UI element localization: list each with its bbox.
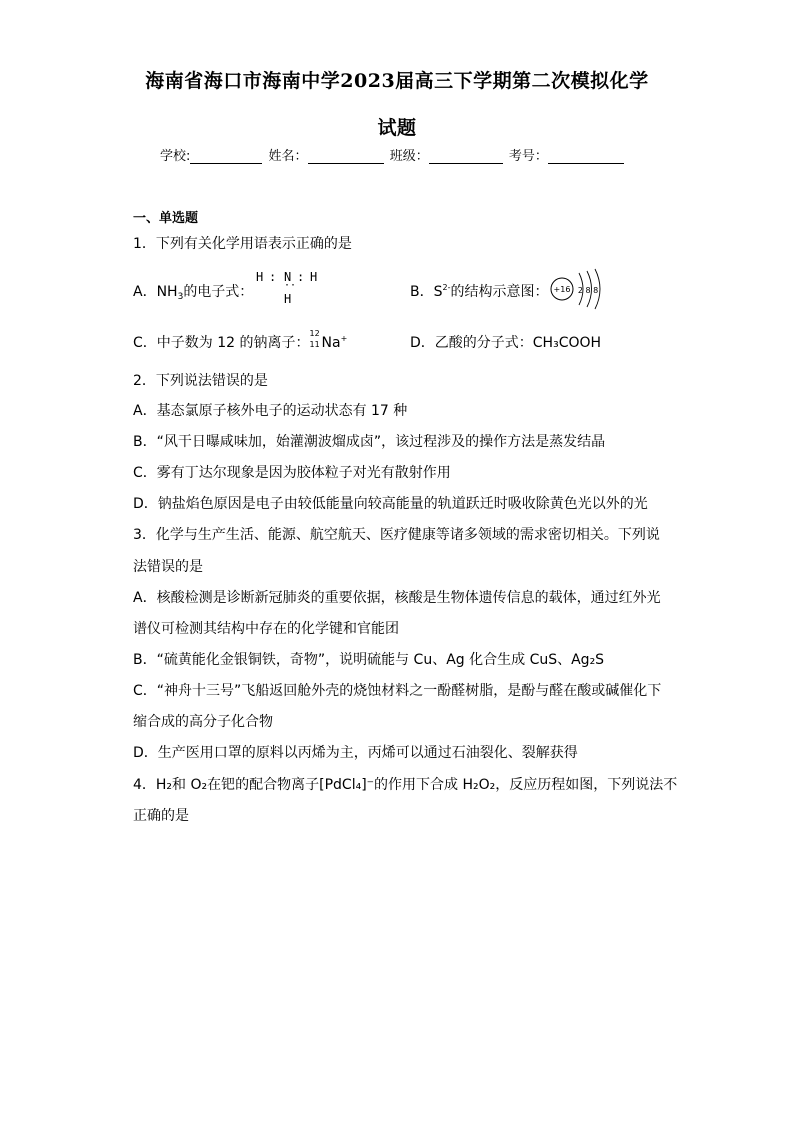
school-blank: [190, 149, 262, 164]
number-blank: [548, 149, 624, 164]
q1-option-c: C．中子数为 12 的钠离子： 12 11 Na+: [133, 329, 348, 351]
number-label: 考号：: [508, 149, 548, 164]
q1-stem: 1．下列有关化学用语表示正确的是: [133, 236, 352, 252]
q3-option-a-line2: 谱仪可检测其结构中存在的化学键和官能团: [133, 621, 399, 637]
class-label: 班级：: [389, 149, 429, 164]
q2-option-b: B．“风干日曝咸味加，始灌潮波熘成卤”，该过程涉及的操作方法是蒸发结晶: [133, 434, 606, 450]
nucleus-charge: +16: [553, 285, 571, 294]
q3-option-a-line1: A．核酸检测是诊断新冠肺炎的重要依据，核酸是生物体遗传信息的载体，通过红外光: [133, 590, 661, 606]
q3-option-d: D．生产医用口罩的原料以丙烯为主，丙烯可以通过石油裂化、裂解获得: [133, 745, 578, 761]
shell-electrons: 2 8 8: [577, 286, 599, 295]
name-label: 姓名：: [268, 149, 308, 164]
q3-option-c-line1: C．“神舟十三号”飞船返回舱外壳的烧蚀材料之一酚醛树脂，是酚与醛在酸或碱催化下: [133, 683, 662, 699]
class-blank: [429, 149, 503, 164]
q1-option-b: B．$S^{2-}$的结构示意图：: [410, 283, 549, 300]
q3-stem-line2: 法错误的是: [133, 559, 203, 575]
s2-ion-structure-diagram: [549, 265, 609, 311]
q4-stem-line1: 4．H₂和 O₂在钯的配合物离子[PdCl₄]⁻的作用下合成 H₂O₂，反应历程如图，下列说法不: [133, 777, 678, 793]
q3-option-c-line2: 缩合成的高分子化合物: [133, 714, 273, 730]
name-blank: [308, 149, 384, 164]
school-label: 学校:: [160, 149, 191, 164]
q3-stem-line1: 3．化学与生产生活、能源、航空航天、医疗健康等诸多领域的需求密切相关。下列说: [133, 527, 660, 543]
q4-stem-line2: 正确的是: [133, 808, 189, 824]
q2-stem: 2．下列说法错误的是: [133, 373, 268, 389]
q2-option-c: C．雾有丁达尔现象是因为胶体粒子对光有散射作用: [133, 465, 451, 481]
section-heading: 一、单选题: [133, 211, 199, 226]
nh3-lewis-structure: H : N : H ·· H: [256, 270, 318, 306]
q1-option-a: A．$NH_3$的电子式：: [133, 284, 254, 302]
q1-option-d: D．乙酸的分子式：CH₃COOH: [410, 335, 602, 351]
q3-option-b: B．“硫黄能化金银铜铁，奇物”，说明硫能与 Cu、Ag 化合生成 CuS、Ag₂S: [133, 652, 605, 668]
student-info-row: [160, 145, 626, 164]
q2-option-a: A．基态氯原子核外电子的运动状态有 17 种: [133, 403, 408, 419]
exam-title-line1: 海南省海口市海南中学2023届高三下学期第二次模拟化学: [145, 70, 649, 92]
q2-option-d: D．钠盐焰色原因是电子由较低能量向较高能量的轨道跃迁时吸收除黄色光以外的光: [133, 496, 648, 512]
exam-title-line2: 试题: [377, 117, 417, 139]
nuclide-notation: 12 11: [309, 329, 320, 349]
